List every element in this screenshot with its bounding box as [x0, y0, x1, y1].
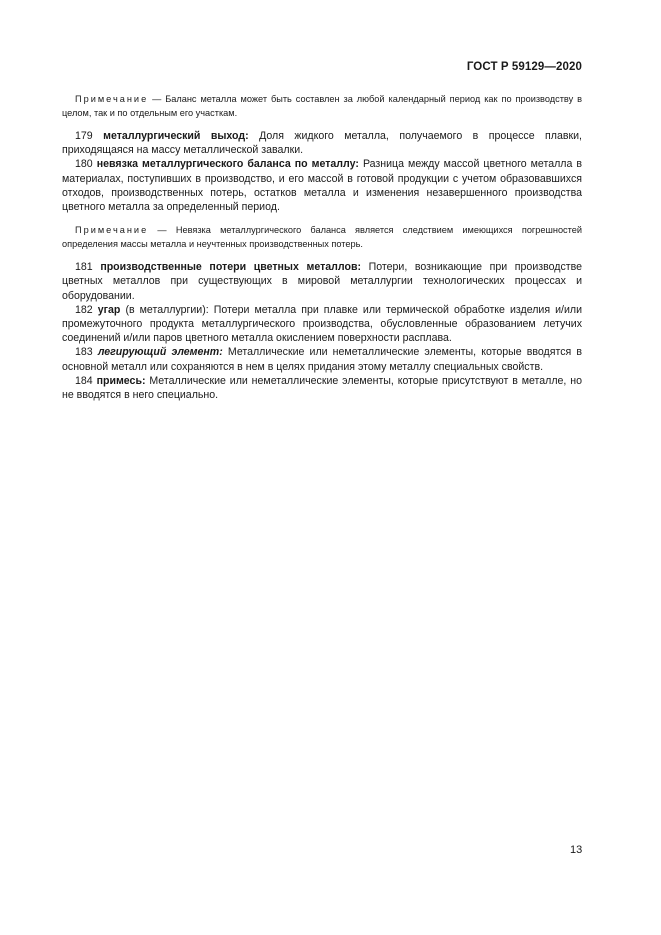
term-entry-179: [62, 129, 582, 157]
term-name: примесь:: [96, 374, 146, 387]
term-definition: Потери металла при плавке или термической обработке изделия и/или промежуточного продукта металлургического производства, обусловленные образованием летучих соединений и/или паров цветного металла окислением поверхности расплава.: [62, 303, 582, 345]
note-paragraph: [62, 92, 582, 120]
term-definition: Доля жидкого металла, получаемого в процессе плавки, приходящаяся на массу металлической завалки.: [62, 130, 582, 157]
term-number: 183: [75, 346, 93, 359]
document-code: ГОСТ Р 59129—2020: [466, 61, 582, 73]
term-definition: Металлические или неметаллические элементы, которые вводятся в основной металл или сохраняются в нем в целях придания этому металлу специальных свойств.: [62, 346, 582, 373]
term-definition: Разница между массой цветного металла в материалах, поступивших в производство, и его массой в готовой продукции с учетом образовавшихся отходов, производственных потерь, остатков металла и изменения незавершенного производства цветного металла за определенный период.: [62, 158, 582, 214]
term-number: 180: [75, 158, 93, 171]
page-number: 13: [570, 844, 583, 856]
term-number: 179: [75, 130, 93, 142]
term-entry-184: [62, 374, 582, 402]
term-number: 184: [75, 374, 93, 387]
term-name: угар: [97, 303, 121, 316]
document-body: [62, 92, 582, 402]
note-label: Примечание: [75, 225, 149, 236]
term-entry-182: [62, 303, 582, 346]
note-text: — Невязка металлургического баланса является следствием имеющихся погрешностей определения массы металла и неучтенных производственных потерь.: [62, 225, 582, 250]
term-number: 182: [75, 303, 93, 316]
term-entry-183: [62, 345, 582, 373]
term-name: легирующий элемент:: [97, 346, 223, 359]
term-entry-180: [62, 157, 582, 214]
term-name: металлургический выход:: [103, 130, 249, 142]
term-name: невязка металлургического баланса по металлу:: [96, 158, 359, 171]
term-number: 181: [75, 261, 93, 274]
note-paragraph: [62, 223, 582, 251]
term-entry-181: [62, 260, 582, 303]
term-name: производственные потери цветных металлов:: [100, 261, 361, 274]
term-definition: Потери, возникающие при производстве цветных металлов при существующих в мировой металлургии технологических процессах и оборудовании.: [62, 261, 582, 302]
term-definition: Металлические или неметаллические элементы, которые присутствуют в металле, но не вводятся в него специально.: [62, 374, 582, 402]
note-text: — Баланс металла может быть составлен за любой календарный период как по производству в целом, так и по отдельным его участкам.: [62, 94, 582, 118]
note-label: Примечание: [75, 94, 149, 104]
term-qualifier: (в металлургии):: [120, 303, 209, 316]
